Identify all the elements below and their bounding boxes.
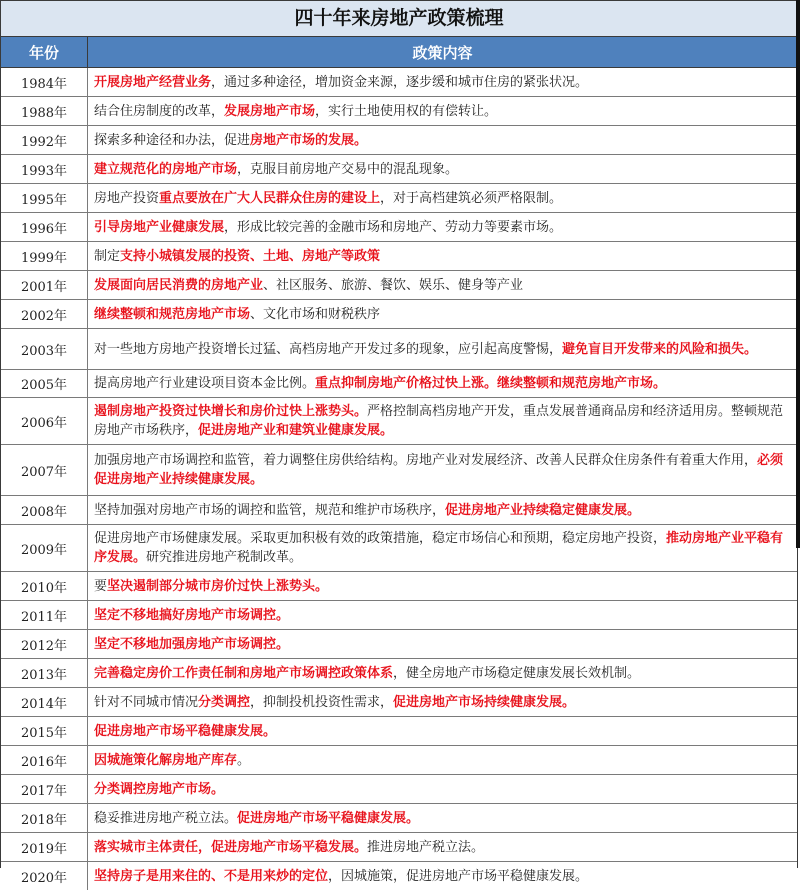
highlighted-text: 坚持房子是用来住的、不是用来炒的定位: [94, 868, 329, 884]
year-cell: 2003年: [1, 329, 88, 369]
year-cell: 2005年: [1, 370, 88, 397]
policy-text: 结合住房制度的改革，: [94, 103, 225, 119]
policy-cell: [88, 271, 797, 299]
highlighted-text: 发展面向居民消费的房地产业: [94, 277, 264, 293]
highlighted-text: 避免盲目开发带来的风险和损失。: [562, 341, 758, 357]
year-cell: 2015年: [1, 717, 88, 745]
header-year: 年份: [1, 37, 88, 67]
highlighted-text: 必须促进房地产业持续健康发展。: [94, 453, 784, 487]
year-cell: 2011年: [1, 601, 88, 629]
year-cell: 2002年: [1, 300, 88, 328]
policy-cell: [88, 525, 797, 571]
highlighted-text: 支持小城镇发展的投资、土地、房地产等政策: [120, 248, 381, 264]
table-row: [1, 213, 797, 242]
year-cell: 2019年: [1, 833, 88, 861]
policy-cell: [88, 659, 797, 687]
table-row: [1, 659, 797, 688]
highlighted-text: 坚定不移地搞好房地产市场调控。: [94, 607, 290, 623]
policy-text: 稳妥推进房地产税立法。: [94, 810, 238, 826]
table-row: [1, 804, 797, 833]
policy-text: 提高房地产行业建设项目资本金比例。: [94, 376, 316, 391]
policy-text: 严格控制高档房地产开发，重点发展普通商品房和经济适用房。整顿规范房地产市场秩序，: [94, 404, 784, 438]
year-cell: 2007年: [1, 445, 88, 495]
year-cell: 2001年: [1, 271, 88, 299]
policy-text: ，健全房地产市场稳定健康发展长效机制。: [393, 665, 641, 681]
scrollbar-edge: [796, 0, 800, 548]
policy-cell: [88, 370, 797, 397]
table-row: [1, 445, 797, 496]
table-row: [1, 398, 797, 445]
year-cell: 2020年: [1, 862, 88, 890]
year-cell: 1988年: [1, 97, 88, 125]
table-row: [1, 601, 797, 630]
year-cell: 2017年: [1, 775, 88, 803]
highlighted-text: 分类调控: [198, 694, 251, 710]
policy-text: 坚持加强对房地产市场的调控和监管，规范和维护市场秩序，: [94, 502, 446, 518]
year-cell: 1993年: [1, 155, 88, 183]
policy-text: 制定: [94, 248, 121, 264]
policy-text: 、文化市场和财税秩序: [250, 306, 381, 322]
policy-text: ，因城施策，促进房地产市场平稳健康发展。: [328, 868, 589, 884]
policy-cell: [88, 213, 797, 241]
policy-text: 要: [94, 578, 108, 594]
highlighted-text: 坚定不移地加强房地产市场调控。: [94, 636, 290, 652]
policy-text: ，通过多种途径，增加资金来源，逐步缓和城市住房的紧张状况。: [211, 74, 589, 90]
policy-text: ，实行土地使用权的有偿转让。: [315, 103, 498, 119]
year-cell: 2012年: [1, 630, 88, 658]
policy-cell: [88, 746, 797, 774]
table-row: [1, 126, 797, 155]
policy-text: 探索多种途径和办法，促进: [94, 132, 251, 148]
policy-text: ，抑制投机投资性需求，: [250, 694, 394, 710]
policy-text: 针对不同城市情况: [94, 694, 199, 710]
table-row: [1, 717, 797, 746]
table-row: [1, 496, 797, 525]
policy-text: 房地产投资: [94, 190, 160, 206]
policy-cell: [88, 775, 797, 803]
year-cell: 2009年: [1, 525, 88, 571]
table-row: [1, 97, 797, 126]
year-cell: 1992年: [1, 126, 88, 154]
policy-cell: [88, 862, 797, 890]
highlighted-text: 促进房地产业和建筑业健康发展。: [198, 423, 394, 438]
highlighted-text: 开展房地产经营业务: [94, 74, 212, 90]
table-row: [1, 862, 797, 890]
policy-cell: [88, 688, 797, 716]
year-cell: 2018年: [1, 804, 88, 832]
table-row: [1, 688, 797, 717]
table-row: [1, 300, 797, 329]
highlighted-text: 分类调控房地产市场。: [94, 781, 225, 797]
highlighted-text: 促进房地产市场持续健康发展。: [393, 694, 576, 710]
highlighted-text: 促进房地产市场平稳健康发展。: [237, 810, 420, 826]
policy-text: 、社区服务、旅游、餐饮、娱乐、健身等产业: [263, 277, 524, 293]
highlighted-text: 因城施策化解房地产库存: [94, 752, 238, 768]
table-row: [1, 68, 797, 97]
table-body: [1, 68, 797, 890]
year-cell: 1995年: [1, 184, 88, 212]
highlighted-text: 推动房地产业平稳有序发展。: [94, 531, 784, 565]
policy-text: 促进房地产市场健康发展。采取更加积极有效的政策措施，稳定市场信心和预期，稳定房地产投资，: [94, 531, 667, 546]
policy-cell: [88, 126, 797, 154]
table-row: [1, 155, 797, 184]
highlighted-text: 重点抑制房地产价格过快上涨。继续整顿和规范房地产市场。: [315, 376, 667, 391]
policy-cell: [88, 445, 797, 495]
table-row: [1, 775, 797, 804]
highlighted-text: 完善稳定房价工作责任制和房地产市场调控政策体系: [94, 665, 394, 681]
policy-cell: [88, 601, 797, 629]
year-cell: 2008年: [1, 496, 88, 524]
highlighted-text: 继续整顿和规范房地产市场: [94, 306, 251, 322]
highlighted-text: 促进房地产业持续稳定健康发展。: [445, 502, 641, 518]
policy-cell: [88, 717, 797, 745]
year-cell: 2010年: [1, 572, 88, 600]
table-row: [1, 746, 797, 775]
table-row: [1, 370, 797, 398]
year-cell: 1996年: [1, 213, 88, 241]
policy-cell: [88, 68, 797, 96]
table-row: [1, 572, 797, 601]
policy-text: 推进房地产税立法。: [367, 839, 485, 855]
policy-text: ，克服目前房地产交易中的混乱现象。: [237, 161, 459, 177]
table-header-row: [1, 37, 797, 68]
table-row: [1, 184, 797, 213]
policy-cell: [88, 97, 797, 125]
highlighted-text: 建立规范化的房地产市场: [94, 161, 238, 177]
year-cell: 2016年: [1, 746, 88, 774]
table-row: [1, 525, 797, 572]
table-row: [1, 630, 797, 659]
table-row: [1, 271, 797, 300]
highlighted-text: 房地产市场的发展。: [250, 132, 368, 148]
highlighted-text: 引导房地产业健康发展: [94, 219, 225, 235]
policy-cell: [88, 496, 797, 524]
highlighted-text: 遏制房地产投资过快增长和房价过快上涨势头。: [94, 404, 368, 419]
policy-text: 加强房地产市场调控和监管，着力调整住房供给结构。房地产业对发展经济、改善人民群众住房条件有着重大作用，: [94, 453, 758, 468]
highlighted-text: 发展房地产市场: [224, 103, 316, 119]
policy-text: 。: [237, 752, 251, 768]
highlighted-text: 落实城市主体责任，促进房地产市场平稳发展。: [94, 839, 368, 855]
policy-cell: [88, 398, 797, 444]
highlighted-text: 重点要放在广大人民群众住房的建设上: [159, 190, 381, 206]
header-policy: 政策内容: [412, 43, 473, 62]
policy-cell: [88, 804, 797, 832]
table-row: [1, 242, 797, 271]
policy-text: ，形成比较完善的金融市场和房地产、劳动力等要素市场。: [224, 219, 563, 235]
policy-cell: [88, 833, 797, 861]
year-cell: 2014年: [1, 688, 88, 716]
policy-cell: [88, 572, 797, 600]
year-cell: 1984年: [1, 68, 88, 96]
year-cell: 2006年: [1, 398, 88, 444]
policy-cell: [88, 630, 797, 658]
table-title: 四十年来房地产政策梳理: [1, 1, 797, 37]
policy-cell: [88, 184, 797, 212]
policy-cell: [88, 242, 797, 270]
highlighted-text: 坚决遏制部分城市房价过快上涨势头。: [107, 578, 329, 594]
year-cell: 2013年: [1, 659, 88, 687]
highlighted-text: 促进房地产市场平稳健康发展。: [94, 723, 277, 739]
policy-cell: [88, 155, 797, 183]
policy-text: 研究推进房地产税制改革。: [146, 550, 303, 565]
table-row: [1, 833, 797, 862]
year-cell: 1999年: [1, 242, 88, 270]
policy-cell: [88, 329, 797, 369]
table-row: [1, 329, 797, 370]
policy-cell: [88, 300, 797, 328]
policy-text: ，对于高档建筑必须严格限制。: [380, 190, 563, 206]
policy-text: 对一些地方房地产投资增长过猛、高档房地产开发过多的现象，应引起高度警惕，: [94, 341, 563, 357]
